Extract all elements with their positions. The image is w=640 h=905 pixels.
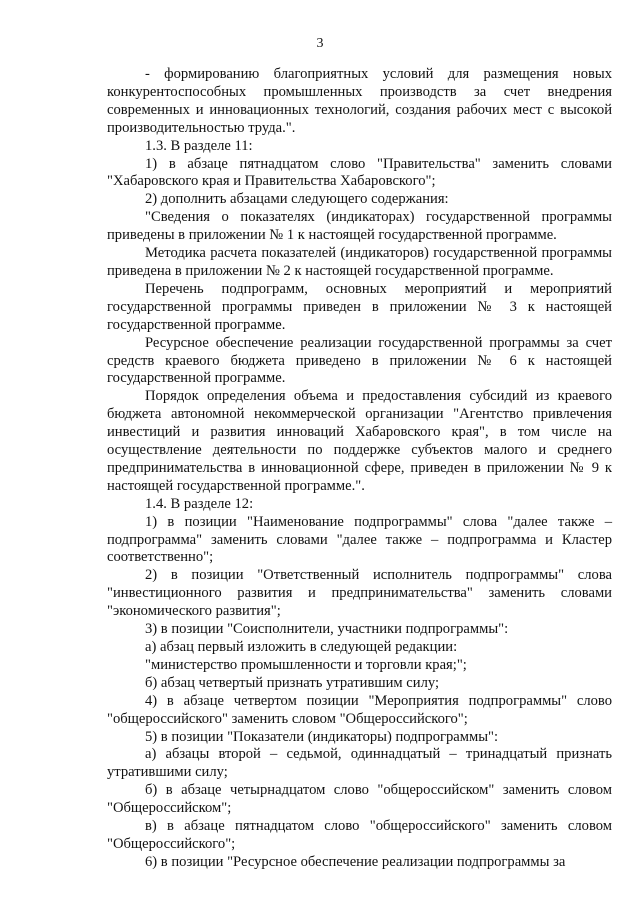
paragraph: б) в абзаце четырнадцатом слово "общероссийском" заменить словом "Общероссийском"; <box>107 782 612 817</box>
paragraph: 2) в позиции "Ответственный исполнитель подпрограммы" слова "инвестиционного развития и предпринимательства" заменить словами "экономического развития"; <box>107 567 612 620</box>
paragraph: 3) в позиции "Соисполнители, участники подпрограммы": <box>145 621 509 638</box>
document-body <box>107 66 612 872</box>
paragraph: Порядок определения объема и предоставления субсидий из краевого бюджета автономной некоммерческой организации "Агентство привлечения инвестиций и развития инноваций Хабаровского края", в том числе на осуществление деятельности по поддержке субъектов малого и среднего предпринимательства в инновационной сфере, приведен в приложении № 9 к настоящей государственной программе.". <box>107 388 612 494</box>
paragraph: - формированию благоприятных условий для размещения новых конкурентоспособных промышленных производств за счет внедрения современных и инновационных технологий, создания рабочих мест с высокой производительностью труда.". <box>107 66 612 136</box>
paragraph: Ресурсное обеспечение реализации государственной программы за счет средств краевого бюджета приведено в приложении № 6 к настоящей государственной программе. <box>107 334 612 387</box>
paragraph: б) абзац четвертый признать утратившим силу; <box>145 674 440 691</box>
paragraph: а) абзацы второй – седьмой, одиннадцатый – тринадцатый признать утратившими силу; <box>107 746 612 781</box>
paragraph: 4) в абзаце четвертом позиции "Мероприятия подпрограммы" слово "общероссийского" заменить словом "Общероссийского"; <box>107 692 612 727</box>
paragraph: в) в абзаце пятнадцатом слово "общероссийского" заменить словом "Общероссийского"; <box>107 818 612 852</box>
paragraph: 5) в позиции "Показатели (индикаторы) подпрограммы": <box>145 728 499 745</box>
paragraph: 6) в позиции "Ресурсное обеспечение реализации подпрограммы за <box>145 853 566 870</box>
paragraph: "Сведения о показателях (индикаторах) государственной программы приведены в приложении № 1 к настоящей государственной программе. <box>107 209 612 244</box>
paragraph: Перечень подпрограмм, основных мероприятий и мероприятий государственной программы приведен в приложении № 3 к настоящей государственной программе. <box>107 280 612 333</box>
paragraph: Методика расчета показателей (индикаторов) государственной программы приведена в приложении № 2 к настоящей государственной программе. <box>107 245 612 279</box>
paragraph: 1) в позиции "Наименование подпрограммы" слова "далее также – подпрограмма" заменить словами "далее также – подпрограмма и Кластер соответственно"; <box>107 513 612 566</box>
section-heading: 1.4. В разделе 12: <box>145 495 254 512</box>
paragraph: а) абзац первый изложить в следующей редакции: <box>145 639 458 655</box>
page-number: 3 <box>316 36 324 51</box>
paragraph: 1) в абзаце пятнадцатом слово "Правительства" заменить словами "Хабаровского края и Правительства Хабаровского"; <box>107 155 612 190</box>
section-heading: 1.3. В разделе 11: <box>145 137 253 154</box>
paragraph: "министерство промышленности и торговли края;"; <box>145 656 467 673</box>
paragraph: 2) дополнить абзацами следующего содержания: <box>145 191 449 208</box>
